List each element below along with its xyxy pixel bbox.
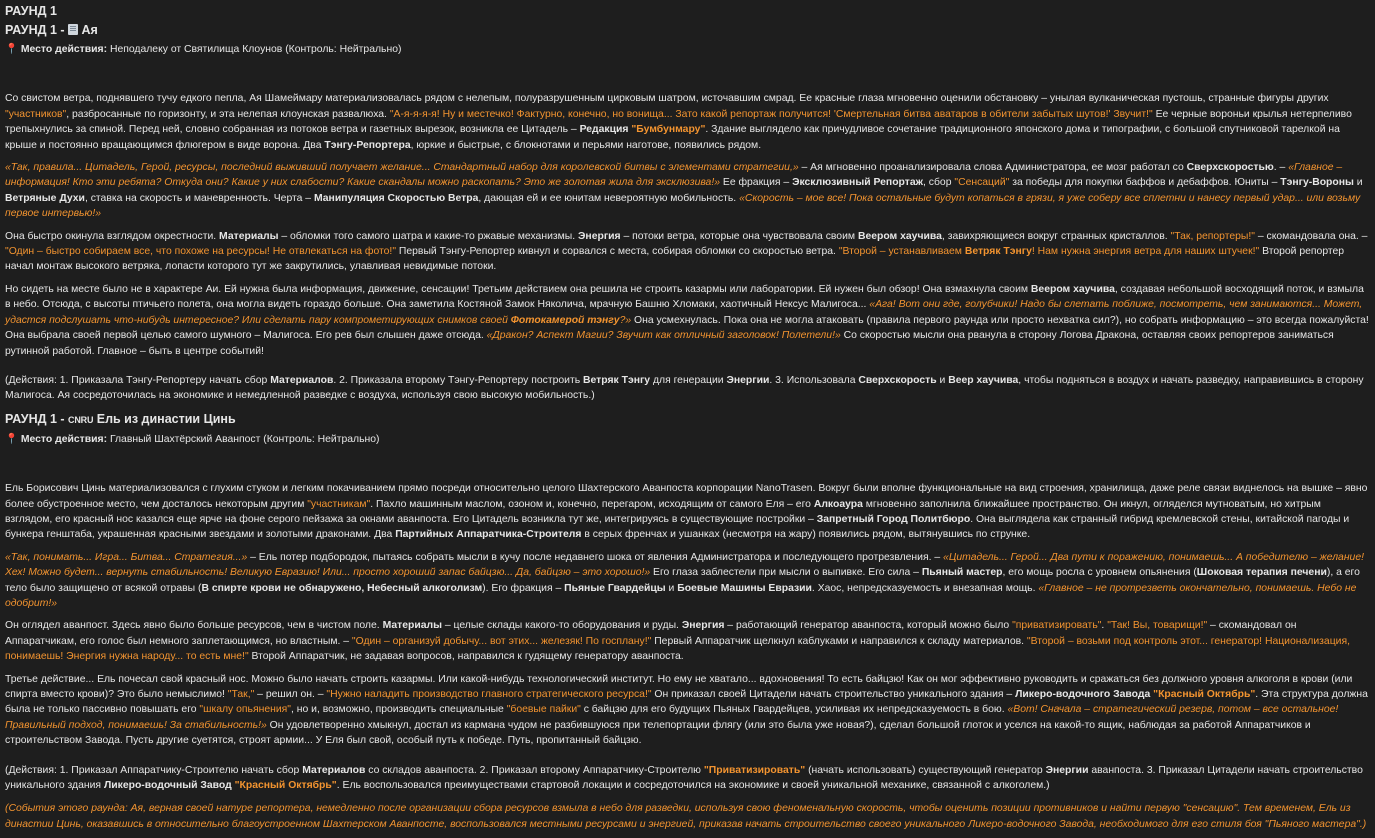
paragraph: Со свистом ветра, поднявшего тучу едкого пепла, Ая Шамеймару материализовалась рядом с нелепым, полуразрушенным цирковым шатром, источавшим смрад. Ее красные глаза мгновенно оценили обстановку – унылая вулканическая пустошь, странные фигуры других "участников", разбросанные по горизонту, и эта нелепая клоунская развалюха. "А-я-я-я-я! Ну и местечко! Фактурно, конечно, но вонища... Зато какой репортаж получится! 'Смертельная битва аватаров в обители забытых шутов!' Звучит!" Ее черные вороньи крылья нетерпеливо трепыхнулись за спиной. Перед ней, словно собранная из потоков ветра и газетных вырезок, возникла ее Цитадель – Редакция "Бумбунмару". Здание выглядело как причудливое сочетание традиционного японского дома и типографии, с большой спутниковой тарелкой на крыше и постоянно вращающимся флюгером в виде ворона. Два Тэнгу-Репортера, юркие и быстрые, с блокнотами и перьями наготове, появились рядом. [5,93,1352,151]
location-line: 📍 Место действия: Неподалеку от Святилища Клоунов (Контроль: Нейтрально) [5,44,402,55]
book-icon [68,24,78,35]
paragraph: «Так, правила... Цитадель, Герой, ресурсы, последний выживший получает желание... Стандартный набор для королевской битвы с элементами стратегии,» – Ая мгновенно проанализировала слова Администратора, ее мозг работал со Сверхскоростью. – «Главное – информация! Кто эти ребята? Откуда они? Какие у них слабости? Какие скандалы можно раскопать? Это же золотая жила для эксклюзива!» Ее фракция – Эксклюзивный Репортаж, сбор "Сенсаций" за победы для покупки баффов и дебаффов. Юниты – Тэнгу-Вороны и Ветряные Духи, ставка на скорость и маневренность. Черта – Манипуляция Скоростью Ветра, дающая ей и ее юнитам невероятную мобильность. «Скорость – мое все! Пока остальные будут копаться в грязи, я уже соберу все сплетни и нанесу первый удар... или возьму первое интервью!» [5,162,1363,220]
paragraph: «Так, понимать... Игра... Битва... Стратегия...» – Ель потер подбородок, пытаясь собрать мысли в кучу после недавнего шока от явления Администратора и последующего протрезвления. – «Цитадель... Герой... Два пути к поражению, понимаешь... А победителю – желание! Хех! Можно будет... вернуть стабильность! Великую Евразию! Или... просто хороший запас байцзю... Да, байцзю – это хорошо!» Его глаза заблестели при мысли о выпивке. Его сила – Пьяный мастер, его мощь росла с уровнем опьянения (Шоковая терапия печени), а его тело было защищено от всякой отравы (В спирте крови не обнаружено, Небесный алкоголизм). Его фракция – Пьяные Гвардейцы и Боевые Машины Евразии. Хаос, непредсказуемость и внезапная мощь. «Главное – не протрезветь окончательно, понимаешь. Небо не одобрит!» [5,551,1365,609]
section-heading-el: РАУНД 1 - CNRU Ель из династии Цинь [5,411,236,426]
paragraph: (Действия: 1. Приказал Аппаратчику-Строителю начать сбор Материалов со складов аванпоста. 2. Приказал второму Аппаратчику-Строителю "Приватизировать" (начать использовать) существующий генератор Энергии аванпоста. 3. Приказал Цитадели начать строительство уникального здания Ликеро-водочный Завод "Красный Октябрь". Ель воспользовался преимуществами стартовой локации и сосредоточился на экономике и своей уникальной механике, связанной с алкоголем.) [5,764,1363,792]
pin-icon: 📍 [5,433,18,445]
paragraph: Третье действие... Ель почесал свой красный нос. Можно было начать строить казармы. Или какой-нибудь технологический институт. Но ему не хватало... вдохновения! То есть байцзю! Как он мог эффективно руководить и сражаться без должного уровня алкоголя в крови (или спирта вместо крови)? Это было немыслимо! "Так," – решил он. – "Нужно наладить производство главного стратегического ресурса!" Он приказал своей Цитадели начать строительство уникального здания – Ликеро-водочного Завода "Красный Октябрь". Эта структура должна была не только пассивно повышать его "шкалу опьянения", но и, возможно, производить специальные "боевые пайки" с байцзю для его будущих Пьяных Гвардейцев, усиливая их непредсказуемость в бою. «Вот! Сначала – стратегический резерв, потом – все остальное! Правильный подход, понимаешь! За стабильность!» Он удовлетворенно хмыкнул, достал из кармана чудом не разбившуюся при телепортации флягу (или это была уже новая?), сделал большой глоток и уселся на какой-то ящик, наблюдая за работой Аппаратчиков и строительством Завода. Пусть другие суетятся, строят армии... У Еля был свой, особый путь к победе. Путь, пропитанный байцзю. [5,673,1368,747]
flag-icon: CNRU [68,414,94,425]
paragraph: (Действия: 1. Приказала Тэнгу-Репортеру начать сбор Материалов. 2. Приказала второму Тэнгу-Репортеру построить Ветряк Тэнгу для генерации Энергии. 3. Использовала Сверхскорость и Веер хаучива, чтобы подняться в воздух и начать разведку, направившись в сторону Малигоса. Ая сосредоточилась на экономике и немедленной разведке с воздуха, используя свою высокую мобильность.) [5,374,1364,402]
paragraph: Она быстро окинула взглядом окрестности. Материалы – обломки того самого шатра и какие-то ржавые механизмы. Энергия – потоки ветра, которые она чувствовала своим Веером хаучива, завихряющиеся вокруг странных кристаллов. "Так, репортеры!" – скомандовала она. – "Один – быстро собираем все, что похоже на ресурсы! Не отвлекаться на фото!" Первый Тэнгу-Репортер кивнул и сорвался с места, собирая обломки со скоростью ветра. "Второй – устанавливаем Ветряк Тэнгу! Нам нужна энергия ветра для наших штучек!" Второй репортер начал монтаж высокого ветряка, лопасти которого тут же закрутились, улавливая невидимые потоки. [5,230,1368,273]
paragraph: Ель Борисович Цинь материализовался с глухим стуком и легким покачиванием прямо посреди относительно целого Шахтерского Аванпоста корпорации NanoTrasen. Вокруг были вполне функциональные на вид строения, хранилища, даже реле связи виднелось на вышке – явно более обустроенное место, чем досталось некоторым другим "участникам". Пахло машинным маслом, озоном и, конечно, перегаром, исходящим от самого Еля – его Алкоаура мгновенно заполнила ближайшее пространство. Он икнул, огляделся мутноватым, но хитрым взглядом, его красный нос казался еще ярче на фоне серого пейзажа за окнами аванпоста. Его Цитадель возникла тут же, интегрируясь в существующие постройки – Запретный Город Политбюро. Она выглядела как странный гибрид кремлевской стены, китайской пагоды и бункера генштаба, украшенная красными звездами и золотыми драконами. Два Партийных Аппаратчика-Строителя в серых френчах и ушанках (несмотря на жару) появились рядом, вытянувшись по струнке. [5,483,1368,541]
location-line: 📍 Место действия: Главный Шахтёрский Аванпост (Контроль: Нейтрально) [5,433,380,445]
paragraph: Но сидеть на месте было не в характере Аи. Ей нужна была информация, движение, сенсации! Третьим действием она решила не строить казармы или лаборатории. Ей нужен был обзор! Она взмахнула своим Веером хаучива, создавая небольшой восходящий поток, и взмыла в небо. Отсюда, с высоты птичьего полета, она могла видеть гораздо больше. Она заметила Костяной Замок Няколича, мрачную Башню Хломаки, хаотичный Нексус Малигоса... «Ага! Вот они где, голубчики! Надо бы слетать поближе, посмотреть, чем занимаются... Может, удастся подслушать что-нибудь интересное? Или сделать пару компрометирующих снимков своей Фотокамерой тэнгу?» Она усмехнулась. Пока она не могла атаковать (правила первого раунда или просто нехватка сил?), но собрать информацию – это всегда пожалуйста! Она выбрала своей первой целью самого шумного – Малигоса. Его рев был слышен даже отсюда. «Дракон? Аспект Магии? Звучит как отличный заголовок! Полетели!» Со скоростью мысли она рванула в сторону Логова Дракона, оставляя своих репортеров заниматься рутинной работой. Главное – быть в центре событий! [5,283,1369,357]
round-summary: (События этого раунда: Ая, верная своей натуре репортера, немедленно после организации сбора ресурсов взмыла в небо для разведки, используя свою феноменальную скорость, чтобы оценить позиции противников и найти первую "сенсацию". Тем временем, Ель из династии Цинь, оказавшись в относительно благоустроенном Шахтерском Аванпосте, воспользовался местными ресурсами и энергией, приказав начать строительство своего уникального Ликеро-водочного Завода, необходимого для его стиля боя "Пьяного мастера".) [5,803,1367,830]
pin-icon: 📍 [5,44,18,55]
section-heading-aya: РАУНД 1 - Ая [5,23,98,37]
round-title: РАУНД 1 [5,4,57,18]
paragraph: Он оглядел аванпост. Здесь явно было больше ресурсов, чем в чистом поле. Материалы – целые склады какого-то оборудования и руды. Энергия – работающий генератор аванпоста, который можно было "приватизировать". "Так! Вы, товарищи!" – скомандовал он Аппаратчикам, его голос был немного заплетающимся, но властным. – "Один – организуй добычу... вот этих... железяк! По госплану!" Первый Аппаратчик щелкнул каблуками и направился к складу материалов. "Второй – возьми под контроль этот... генератор! Национализация, понимаешь! Энергия нужна народу... то есть мне!" Второй Аппаратчик, не задавая вопросов, направился к гудящему генератору аванпоста. [5,620,1350,663]
